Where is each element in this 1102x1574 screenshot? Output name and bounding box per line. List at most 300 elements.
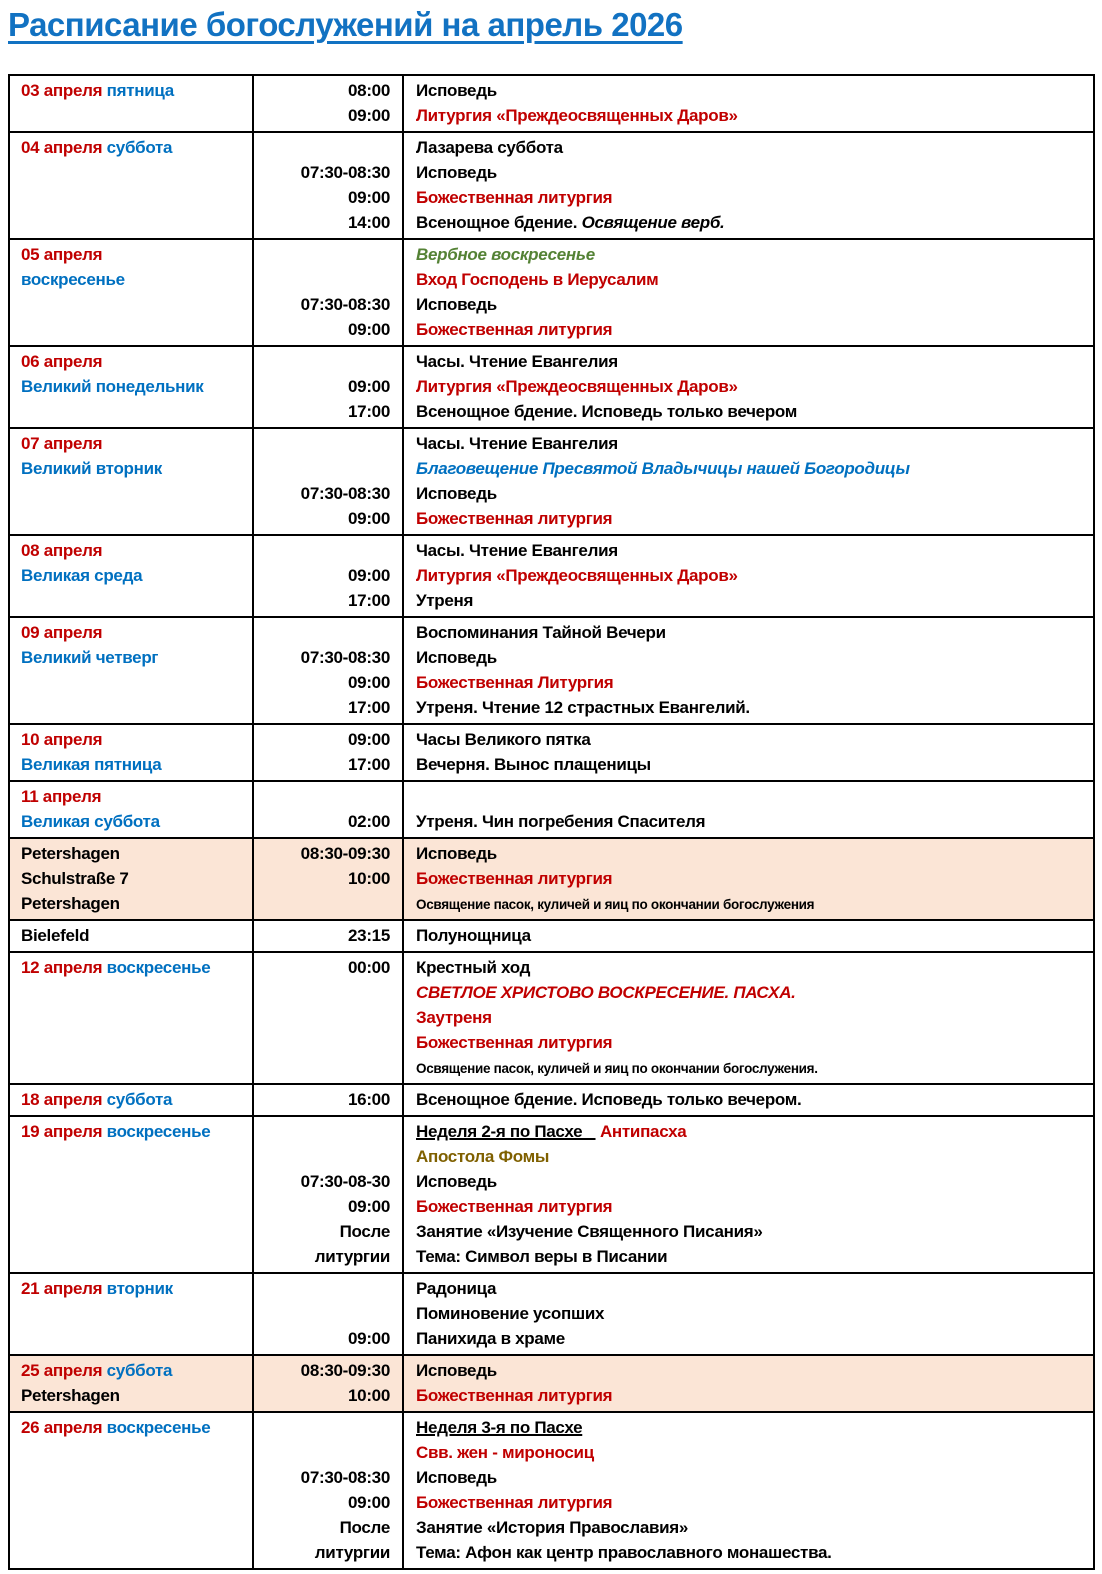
text-segment: Занятие «История Православия»: [416, 1517, 689, 1537]
text-segment: 25 апреля: [21, 1360, 107, 1380]
service-entry: [416, 588, 1087, 613]
text-segment: Великая суббота: [21, 811, 160, 831]
time-value: 17:00: [348, 697, 390, 717]
service-entry: [416, 1119, 1087, 1144]
time-cell: [254, 76, 404, 131]
date-line: [21, 1244, 248, 1269]
date-line: [21, 160, 248, 185]
text-segment: Великая среда: [21, 565, 143, 585]
date-line: [21, 1119, 248, 1144]
time-value: 08:00: [348, 80, 390, 100]
text-segment: 07 апреля: [21, 433, 103, 453]
date-line: [21, 695, 248, 720]
text-segment: Божественная литургия: [416, 319, 613, 339]
time-value: [254, 1415, 390, 1440]
date-line: [21, 1030, 248, 1055]
time-value: 07:30-08:30: [300, 483, 390, 503]
time-value: литургии: [314, 1542, 390, 1562]
text-segment: Божественная литургия: [416, 187, 613, 207]
date-cell: [10, 347, 254, 427]
date-cell: [10, 1117, 254, 1272]
service-cell: [404, 618, 1093, 723]
time-cell: [254, 839, 404, 919]
date-line: [21, 620, 248, 645]
service-entry: [416, 374, 1087, 399]
time-value: [254, 1055, 390, 1080]
text-segment: Часы. Чтение Евангелия: [416, 351, 618, 371]
schedule-row: [10, 240, 1093, 347]
date-line: [21, 670, 248, 695]
time-value: После: [339, 1517, 390, 1537]
time-value: После: [339, 1221, 390, 1241]
text-segment: суббота: [106, 1089, 173, 1109]
date-cell: [10, 76, 254, 131]
service-cell: [404, 76, 1093, 131]
text-segment: 06 апреля: [21, 351, 103, 371]
time-value: 10:00: [348, 1385, 390, 1405]
time-value: [254, 538, 390, 563]
service-entry: [416, 1301, 1087, 1326]
date-line: [21, 399, 248, 424]
service-entry: [416, 866, 1087, 891]
text-segment: Заутреня: [416, 1007, 492, 1027]
schedule-table: [8, 74, 1095, 1570]
service-entry: [416, 242, 1087, 267]
date-line: [21, 727, 248, 752]
text-segment: Радоница: [416, 1278, 497, 1298]
schedule-row: [10, 782, 1093, 839]
text-segment: Bielefeld: [21, 925, 90, 945]
date-line: [21, 784, 248, 809]
service-entry: [416, 1194, 1087, 1219]
service-entry: [416, 1440, 1087, 1465]
text-segment: Неделя 3-я по Пасхе: [416, 1417, 583, 1437]
text-segment: воскресенье: [106, 957, 211, 977]
schedule-row: [10, 1117, 1093, 1274]
service-cell: [404, 839, 1093, 919]
text-segment: Утреня: [416, 590, 474, 610]
time-value: литургии: [314, 1246, 390, 1266]
service-entry: [416, 1540, 1087, 1565]
text-segment: 09 апреля: [21, 622, 103, 642]
time-cell: [254, 536, 404, 616]
schedule-row: [10, 953, 1093, 1085]
time-value: 07:30-08-30: [300, 1171, 390, 1191]
text-segment: Освящение пасок, куличей и яиц по окончании богослужения.: [416, 1060, 818, 1076]
text-segment: Petershagen: [21, 893, 120, 913]
text-segment: 21 апреля: [21, 1278, 107, 1298]
date-line: [21, 1415, 248, 1440]
date-line: [21, 431, 248, 456]
text-segment: воскресенье: [21, 269, 125, 289]
text-segment: Божественная литургия: [416, 1196, 613, 1216]
date-cell: [10, 782, 254, 837]
date-line: [21, 1358, 248, 1383]
date-line: [21, 103, 248, 128]
text-segment: Исповедь: [416, 843, 497, 863]
service-entry: [416, 78, 1087, 103]
service-cell: [404, 921, 1093, 951]
service-entry: [416, 1169, 1087, 1194]
date-line: [21, 1440, 248, 1465]
text-segment: Исповедь: [416, 162, 497, 182]
date-line: [21, 267, 248, 292]
time-cell: [254, 921, 404, 951]
date-line: [21, 1276, 248, 1301]
time-value: 07:30-08:30: [300, 162, 390, 182]
schedule-row: [10, 536, 1093, 618]
time-value: 09:00: [348, 376, 390, 396]
service-entry: [416, 784, 1087, 809]
schedule-row: [10, 725, 1093, 782]
date-line: [21, 1465, 248, 1490]
text-segment: суббота: [106, 1360, 173, 1380]
text-segment: Часы. Чтение Евангелия: [416, 540, 618, 560]
service-entry: [416, 1087, 1087, 1112]
text-segment: Воспоминания Тайной Вечери: [416, 622, 666, 642]
date-line: [21, 374, 248, 399]
time-cell: [254, 618, 404, 723]
service-entry: [416, 1219, 1087, 1244]
text-segment: Панихида в храме: [416, 1328, 565, 1348]
text-segment: воскресенье: [106, 1417, 211, 1437]
service-entry: [416, 103, 1087, 128]
schedule-row: [10, 1356, 1093, 1413]
date-line: [21, 841, 248, 866]
text-segment: Антипасха: [599, 1121, 687, 1141]
service-entry: [416, 1515, 1087, 1540]
text-segment: Освящение верб.: [581, 212, 725, 232]
service-entry: [416, 317, 1087, 342]
service-entry: [416, 1244, 1087, 1269]
date-line: [21, 1005, 248, 1030]
text-segment: Освящение пасок, куличей и яиц по окончании богослужения: [416, 896, 815, 912]
time-value: 09:00: [348, 1492, 390, 1512]
service-entry: [416, 349, 1087, 374]
date-cell: [10, 1274, 254, 1354]
time-value: [254, 784, 390, 809]
time-value: [254, 1030, 390, 1055]
time-value: 09:00: [348, 508, 390, 528]
text-segment: 19 апреля: [21, 1121, 107, 1141]
time-cell: [254, 133, 404, 238]
date-cell: [10, 1356, 254, 1411]
text-segment: Поминовение усопших: [416, 1303, 605, 1323]
text-segment: Petershagen: [21, 1385, 120, 1405]
text-segment: Божественная литургия: [416, 1032, 613, 1052]
text-segment: Всенощное бдение. Исповедь только вечером.: [416, 1089, 802, 1109]
text-segment: 10 апреля: [21, 729, 103, 749]
text-segment: Тема: Символ веры в Писании: [416, 1246, 668, 1266]
service-entry: [416, 1276, 1087, 1301]
date-line: [21, 752, 248, 777]
service-entry: [416, 1030, 1087, 1055]
service-entry: [416, 399, 1087, 424]
schedule-row: [10, 76, 1093, 133]
text-segment: 03 апреля: [21, 80, 107, 100]
service-entry: [416, 695, 1087, 720]
text-segment: Исповедь: [416, 1467, 497, 1487]
text-segment: Апостола Фомы: [416, 1146, 550, 1166]
service-entry: [416, 752, 1087, 777]
date-cell: [10, 429, 254, 534]
date-cell: [10, 725, 254, 780]
time-cell: [254, 240, 404, 345]
time-cell: [254, 725, 404, 780]
service-cell: [404, 536, 1093, 616]
service-entry: [416, 481, 1087, 506]
time-value: 08:30-09:30: [300, 1360, 390, 1380]
time-value: 17:00: [348, 754, 390, 774]
date-line: [21, 349, 248, 374]
time-value: 09:00: [348, 672, 390, 692]
service-entry: [416, 185, 1087, 210]
time-value: [254, 1301, 390, 1326]
service-entry: [416, 1326, 1087, 1351]
service-cell: [404, 953, 1093, 1083]
service-entry: [416, 1465, 1087, 1490]
text-segment: Исповедь: [416, 80, 497, 100]
text-segment: Schulstraße 7: [21, 868, 129, 888]
text-segment: воскресенье: [106, 1121, 211, 1141]
text-segment: Божественная Литургия: [416, 672, 614, 692]
service-entry: [416, 456, 1087, 481]
text-segment: 04 апреля: [21, 137, 107, 157]
text-segment: Всенощное бдение. Исповедь только вечером: [416, 401, 798, 421]
time-cell: [254, 347, 404, 427]
date-line: [21, 891, 248, 916]
text-segment: Всенощное бдение.: [416, 212, 582, 232]
text-segment: Вечерня. Вынос плащеницы: [416, 754, 651, 774]
service-entry: [416, 645, 1087, 670]
date-line: [21, 1087, 248, 1112]
date-cell: [10, 1085, 254, 1115]
service-entry: [416, 135, 1087, 160]
date-line: [21, 980, 248, 1005]
service-entry: [416, 292, 1087, 317]
text-segment: Свв. жен - мироносиц: [416, 1442, 594, 1462]
time-value: [254, 242, 390, 267]
service-entry: [416, 923, 1087, 948]
page-title: Расписание богослужений на апрель 2026: [8, 6, 683, 43]
text-segment: вторник: [106, 1278, 173, 1298]
service-entry: [416, 1358, 1087, 1383]
text-segment: Благовещение Пресвятой Владычицы нашей Богородицы: [416, 458, 910, 478]
service-cell: [404, 1117, 1093, 1272]
text-segment: Утреня. Чтение 12 страстных Евангелий.: [416, 697, 750, 717]
date-cell: [10, 839, 254, 919]
service-cell: [404, 240, 1093, 345]
service-cell: [404, 347, 1093, 427]
text-segment: СВЕТЛОЕ ХРИСТОВО ВОСКРЕСЕНИЕ. ПАСХА.: [416, 982, 796, 1002]
date-line: [21, 1301, 248, 1326]
service-entry: [416, 538, 1087, 563]
service-cell: [404, 133, 1093, 238]
date-line: [21, 538, 248, 563]
service-entry: [416, 670, 1087, 695]
date-line: [21, 185, 248, 210]
text-segment: Исповедь: [416, 294, 497, 314]
time-value: [254, 267, 390, 292]
date-line: [21, 923, 248, 948]
time-value: [254, 891, 390, 916]
time-value: 09:00: [348, 565, 390, 585]
time-value: 17:00: [348, 401, 390, 421]
time-value: 17:00: [348, 590, 390, 610]
service-entry: [416, 506, 1087, 531]
time-value: 14:00: [348, 212, 390, 232]
text-segment: Тема: Афон как центр православного монашества.: [416, 1542, 832, 1562]
time-value: 07:30-08:30: [300, 647, 390, 667]
date-cell: [10, 240, 254, 345]
date-line: [21, 135, 248, 160]
time-value: 07:30-08:30: [300, 1467, 390, 1487]
date-line: [21, 1219, 248, 1244]
time-value: 23:15: [348, 925, 390, 945]
date-line: [21, 78, 248, 103]
date-line: [21, 1144, 248, 1169]
text-segment: Исповедь: [416, 1360, 497, 1380]
service-entry: [416, 1490, 1087, 1515]
text-segment: Божественная литургия: [416, 508, 613, 528]
time-cell: [254, 1274, 404, 1354]
service-entry: [416, 267, 1087, 292]
time-cell: [254, 1413, 404, 1568]
date-line: [21, 242, 248, 267]
time-value: [254, 135, 390, 160]
date-cell: [10, 133, 254, 238]
date-cell: [10, 618, 254, 723]
time-value: [254, 1005, 390, 1030]
text-segment: Неделя 2-я по Пасхе: [416, 1121, 596, 1141]
service-cell: [404, 1413, 1093, 1568]
schedule-row: [10, 1413, 1093, 1568]
date-line: [21, 1540, 248, 1565]
text-segment: Часы. Чтение Евангелия: [416, 433, 618, 453]
date-line: [21, 317, 248, 342]
text-segment: 18 апреля: [21, 1089, 107, 1109]
time-value: [254, 620, 390, 645]
text-segment: Лазарева суббота: [416, 137, 563, 157]
service-entry: [416, 620, 1087, 645]
text-segment: Утреня. Чин погребения Спасителя: [416, 811, 706, 831]
schedule-row: [10, 347, 1093, 429]
schedule-row: [10, 839, 1093, 921]
text-segment: 05 апреля: [21, 244, 103, 264]
date-line: [21, 1194, 248, 1219]
time-cell: [254, 1085, 404, 1115]
service-entry: [416, 1383, 1087, 1408]
text-segment: пятница: [106, 80, 174, 100]
date-line: [21, 1326, 248, 1351]
service-entry: [416, 891, 1087, 916]
service-cell: [404, 725, 1093, 780]
text-segment: Полунощница: [416, 925, 531, 945]
time-value: 10:00: [348, 868, 390, 888]
service-entry: [416, 809, 1087, 834]
service-cell: [404, 1274, 1093, 1354]
date-line: [21, 210, 248, 235]
date-line: [21, 955, 248, 980]
text-segment: Божественная литургия: [416, 1492, 613, 1512]
text-segment: Вход Господень в Иерусалим: [416, 269, 659, 289]
service-entry: [416, 210, 1087, 235]
service-entry: [416, 727, 1087, 752]
text-segment: Божественная литургия: [416, 1385, 613, 1405]
date-line: [21, 645, 248, 670]
date-line: [21, 481, 248, 506]
text-segment: Великий вторник: [21, 458, 162, 478]
time-value: 09:00: [348, 729, 390, 749]
date-cell: [10, 953, 254, 1083]
time-value: 09:00: [348, 187, 390, 207]
text-segment: Занятие «Изучение Священного Писания»: [416, 1221, 763, 1241]
date-line: [21, 1490, 248, 1515]
date-line: [21, 563, 248, 588]
service-entry: [416, 1005, 1087, 1030]
service-cell: [404, 429, 1093, 534]
service-entry: [416, 1055, 1087, 1080]
schedule-row: [10, 1274, 1093, 1356]
text-segment: Божественная литургия: [416, 868, 613, 888]
text-segment: Великая пятница: [21, 754, 162, 774]
text-segment: Литургия «Преждеосвященных Даров»: [416, 105, 738, 125]
text-segment: Исповедь: [416, 483, 497, 503]
service-entry: [416, 980, 1087, 1005]
time-cell: [254, 429, 404, 534]
text-segment: Великий понедельник: [21, 376, 204, 396]
date-line: [21, 1169, 248, 1194]
time-value: [254, 980, 390, 1005]
schedule-row: [10, 618, 1093, 725]
time-cell: [254, 782, 404, 837]
date-line: [21, 1383, 248, 1408]
date-cell: [10, 921, 254, 951]
time-cell: [254, 1356, 404, 1411]
time-value: [254, 1440, 390, 1465]
text-segment: Часы Великого пятка: [416, 729, 591, 749]
time-cell: [254, 1117, 404, 1272]
date-line: [21, 1055, 248, 1080]
service-entry: [416, 1144, 1087, 1169]
time-cell: [254, 953, 404, 1083]
text-segment: 11 апреля: [21, 786, 102, 806]
text-segment: Исповедь: [416, 647, 497, 667]
time-value: [254, 1144, 390, 1169]
service-entry: [416, 160, 1087, 185]
time-value: [254, 456, 390, 481]
text-segment: Вербное воскресенье: [416, 244, 595, 264]
time-value: 00:00: [348, 957, 390, 977]
schedule-row: [10, 921, 1093, 953]
time-value: 02:00: [348, 811, 390, 831]
time-value: [254, 349, 390, 374]
text-segment: 08 апреля: [21, 540, 103, 560]
service-entry: [416, 563, 1087, 588]
time-value: 08:30-09:30: [300, 843, 390, 863]
date-line: [21, 809, 248, 834]
service-entry: [416, 431, 1087, 456]
date-line: [21, 1515, 248, 1540]
text-segment: 26 апреля: [21, 1417, 107, 1437]
time-value: 16:00: [348, 1089, 390, 1109]
text-segment: Литургия «Преждеосвященных Даров»: [416, 565, 738, 585]
time-value: 07:30-08:30: [300, 294, 390, 314]
time-value: [254, 431, 390, 456]
text-segment: Крестный ход: [416, 957, 531, 977]
time-value: [254, 1119, 390, 1144]
service-cell: [404, 1085, 1093, 1115]
